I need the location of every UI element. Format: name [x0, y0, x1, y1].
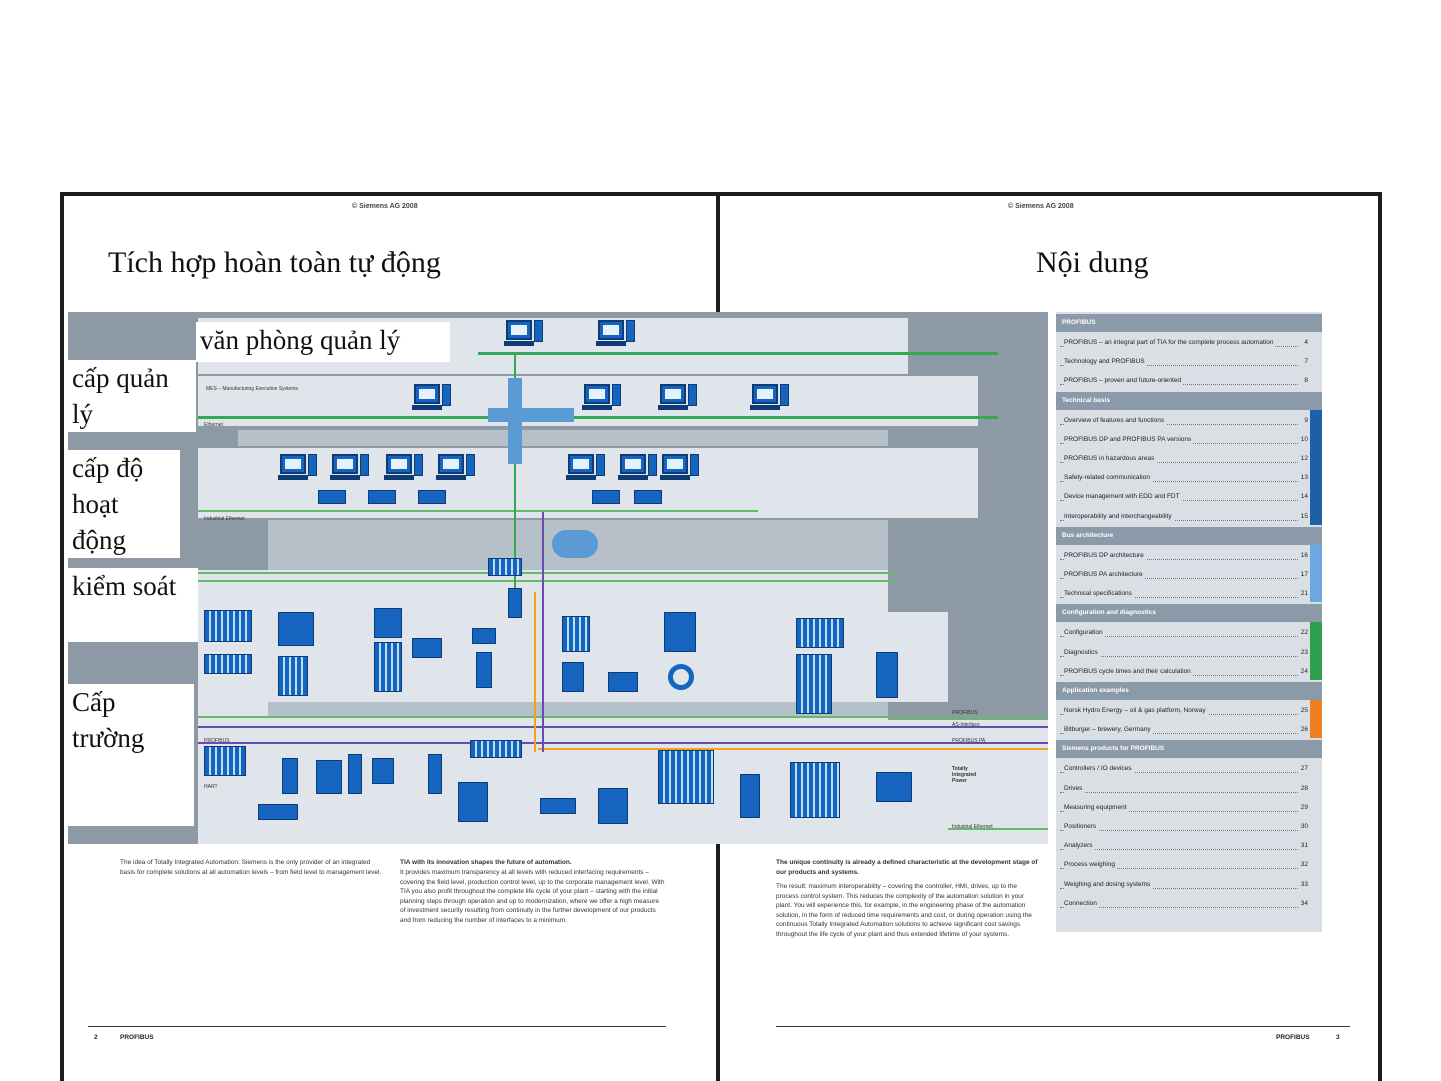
robot-arm-icon — [476, 652, 492, 688]
toc-entry-title: Diagnostics — [1064, 644, 1100, 662]
sensor-icon — [282, 758, 298, 794]
toc-entry-page: 22 — [1299, 624, 1308, 642]
left-footer-rule — [88, 1026, 666, 1027]
left-copyright: © Siemens AG 2008 — [352, 203, 418, 210]
toc-leader-dots — [1060, 792, 1298, 793]
orange-network — [538, 748, 1048, 750]
mes-pc-icon — [584, 384, 620, 414]
toc-entry-title: Norsk Hydro Energy – oil & gas platform, Norway — [1064, 702, 1208, 720]
toc-entry-page: 27 — [1299, 760, 1308, 778]
hart-label: HART — [204, 784, 218, 790]
right-copyright: © Siemens AG 2008 — [1008, 203, 1074, 210]
toc-entry[interactable] — [1060, 837, 1308, 855]
toc-entry-title: PROFIBUS in hazardous areas — [1064, 450, 1156, 468]
robot-icon — [472, 628, 496, 644]
coupler-icon — [470, 740, 522, 758]
toc-entry-title: Technology and PROFIBUS — [1064, 353, 1147, 371]
io-module-icon — [562, 616, 590, 652]
right-page-number: 3 — [1336, 1034, 1340, 1041]
toc-entry[interactable] — [1060, 353, 1308, 371]
arrow-vertical — [508, 378, 522, 464]
toc-entry-page: 8 — [1302, 372, 1308, 390]
switchgear-icon — [796, 654, 832, 714]
level-management: cấp quản lý — [68, 360, 196, 432]
drive-icon — [508, 588, 522, 618]
toc-section-heading: Siemens products for PROFIBUS — [1056, 740, 1322, 758]
analyzer-icon — [372, 758, 394, 784]
toc-entry-page: 25 — [1299, 702, 1308, 720]
toc-section-heading: PROFIBUS — [1056, 314, 1322, 332]
toc-entry-title: PROFIBUS PA architecture — [1064, 566, 1145, 584]
hmi-icon — [374, 608, 402, 638]
server-icon — [368, 490, 396, 504]
toc-entry-title: PROFIBUS – proven and future-oriented — [1064, 372, 1183, 390]
ups-icon — [796, 618, 844, 648]
switchgear-field-icon — [790, 762, 840, 818]
toc-entry-title: Bitburger – brewery, Germany — [1064, 721, 1153, 739]
ethernet-network — [198, 416, 998, 419]
terminal-icon — [258, 804, 298, 820]
profibus-label: PROFIBUS — [204, 738, 230, 744]
toc-entry[interactable] — [1060, 818, 1308, 836]
toc-section-heading: Configuration and diagnostics — [1056, 604, 1322, 622]
toc-entry-title: Connection — [1064, 895, 1099, 913]
right-footer-title: PROFIBUS — [1276, 1034, 1310, 1041]
operator-station-icon — [568, 454, 604, 484]
toc-entry-page: 15 — [1299, 508, 1308, 526]
left-body-col2-title: TIA with its innovation shapes the future of automation. — [400, 859, 572, 866]
toc-entry-page: 31 — [1299, 837, 1308, 855]
office-pc-icon — [506, 320, 542, 350]
toc-entry[interactable] — [1060, 624, 1308, 642]
toc-entry[interactable] — [1060, 856, 1308, 874]
plc-rack-icon — [204, 654, 252, 674]
toc-entry-title: Interoperability and interchangeability — [1064, 508, 1174, 526]
pa-label: PROFIBUS PA — [952, 738, 986, 744]
mes-pc-icon — [414, 384, 450, 414]
operator-station-icon — [386, 454, 422, 484]
vertical-purple — [542, 512, 544, 752]
profibus-right-label: PROFIBUS — [952, 710, 978, 716]
cabinet-icon — [278, 656, 308, 696]
asi-label: AS-Interface — [952, 722, 980, 728]
vertical-orange — [534, 592, 536, 752]
mes-label: MES – Manufacturing Execution Systems — [206, 386, 298, 392]
toc-entry-title: Analyzers — [1064, 837, 1095, 855]
toc-entry[interactable] — [1060, 566, 1308, 584]
motor-icon — [668, 664, 694, 690]
toc-entry-page: 21 — [1299, 585, 1308, 603]
toc-entry[interactable] — [1060, 431, 1308, 449]
controller-icon — [374, 642, 402, 692]
toc-entry[interactable] — [1060, 702, 1308, 720]
toc-section-color-bar — [1310, 700, 1322, 738]
remote-io-icon — [204, 746, 246, 776]
toc-entry[interactable] — [1060, 412, 1308, 430]
toc-entry-page: 32 — [1299, 856, 1308, 874]
mes-pc-icon — [660, 384, 696, 414]
drive-cabinet-icon — [658, 750, 714, 804]
toc-section-heading: Technical basis — [1056, 392, 1322, 410]
toc-section-color-bar — [1310, 410, 1322, 525]
toc-section-color-bar — [1310, 545, 1322, 603]
server-icon — [418, 490, 446, 504]
drive-unit-icon — [540, 798, 576, 814]
level-office: văn phòng quản lý — [196, 322, 450, 362]
level-operations: cấp độ hoạt động — [68, 450, 180, 558]
toc-entry[interactable] — [1060, 721, 1308, 739]
toc-entry[interactable] — [1060, 372, 1308, 390]
purple-network-1 — [198, 726, 1048, 728]
arrow-horizontal — [488, 408, 574, 422]
toc-entry-title: Controllers / IO devices — [1064, 760, 1134, 778]
toc-entry[interactable] — [1060, 585, 1308, 603]
toc-entry-page: 17 — [1299, 566, 1308, 584]
toc-entry-title: Drives — [1064, 780, 1084, 798]
transmitter-icon — [348, 754, 362, 794]
operations-network — [198, 510, 758, 512]
operator-station-icon — [332, 454, 368, 484]
toc-entry-title: PROFIBUS – an integral part of TIA for the complete process automation — [1064, 334, 1275, 352]
toc-entry-page: 26 — [1299, 721, 1308, 739]
toc-entry-title: PROFIBUS cycle times and their calculation — [1064, 663, 1193, 681]
left-page-number: 2 — [94, 1034, 98, 1041]
toc-entry-page: 10 — [1299, 431, 1308, 449]
server-icon — [634, 490, 662, 504]
left-body-col1: The idea of Totally Integrated Automation: Siemens is the only provider of an integrated basis for complete solutions at all automation levels – from field level to management level. — [120, 859, 382, 876]
toc-section-heading: Application examples — [1056, 682, 1322, 700]
right-body: The result: maximum interoperability – covering the controller, HMI, drives, up to the process control system. This reduces the complexity of the automation solution in your plant. You will experience this, for example, in the engineering phase of the automation solution, in the form of reduced time requirements and cost, or during operation using the continuous Totally Integrated Automation solutions to achieve significant cost savings throughout the life cycle of your plant and thus extended lifetime of your systems. — [776, 883, 1032, 938]
power-icon — [876, 652, 898, 698]
toc-entry-title: Overview of features and functions — [1064, 412, 1166, 430]
toc-entry-page: 7 — [1302, 353, 1308, 371]
toc-entry-title: Device management with EDD and FDT — [1064, 488, 1182, 506]
control-network-1 — [198, 572, 898, 574]
toc-entry-page: 16 — [1299, 547, 1308, 565]
control-network-2 — [198, 580, 898, 582]
toc-leader-dots — [1060, 849, 1298, 850]
toc-entry[interactable] — [1060, 799, 1308, 817]
server-icon — [318, 490, 346, 504]
display-icon — [664, 612, 696, 652]
toc-entry[interactable] — [1060, 895, 1308, 913]
server-icon — [592, 490, 620, 504]
router-icon — [608, 672, 638, 692]
ethernet-label-2: Ethernet — [204, 422, 223, 428]
flowmeter-icon — [428, 754, 442, 794]
right-page-title: Nội dung — [1036, 246, 1149, 279]
io-module-icon — [562, 662, 584, 692]
module-icon — [412, 638, 442, 658]
toc-entry-title: PROFIBUS DP architecture — [1064, 547, 1146, 565]
motor-starter-icon — [740, 774, 760, 818]
toc-entry-page: 4 — [1302, 334, 1308, 352]
toc-entry[interactable] — [1060, 488, 1308, 506]
weighing-icon — [598, 788, 628, 824]
toc-entry[interactable] — [1060, 644, 1308, 662]
left-body-col2: It provides maximum transparency at all levels with reduced interfacing requirements – covering the field level, production control level, up to the corporate management level. With TIA you also profit throughout the complete life cycle of your plant – starting with the initial planning steps through operation and up to modernization, where we offer a high measure of investment security resulting from continuity in the further development of our products and from reducing the number of interfaces to a minimum. — [400, 869, 665, 924]
left-footer-title: PROFIBUS — [120, 1034, 154, 1041]
toc-entry-page: 30 — [1299, 818, 1308, 836]
toc-entry-title: Technical specifications — [1064, 585, 1134, 603]
right-footer-rule — [776, 1026, 1350, 1027]
toc-entry-page: 24 — [1299, 663, 1308, 681]
office-pc-icon — [598, 320, 634, 350]
toc-entry-page: 29 — [1299, 799, 1308, 817]
industrial-ethernet-label: Industrial Ethernet — [204, 516, 245, 522]
toc-entry[interactable] — [1060, 334, 1308, 352]
office-network — [478, 352, 998, 355]
level-field: Cấp trường — [68, 684, 194, 826]
level-control: kiểm soát — [68, 568, 198, 642]
mes-pc-icon — [752, 384, 788, 414]
toc-entry-title: Process weighing — [1064, 856, 1117, 874]
toc-entry-page: 13 — [1299, 469, 1308, 487]
toc-entry[interactable] — [1060, 508, 1308, 526]
toc-entry-title: Safety-related communication — [1064, 469, 1152, 487]
plc-rack-icon — [204, 610, 252, 642]
left-page-title: Tích hợp hoàn toàn tự động — [108, 246, 441, 279]
toc-entry-title: Measuring equipment — [1064, 799, 1129, 817]
gateway-icon — [488, 558, 522, 576]
bottom-ethernet-label: Industrial Ethernet — [952, 824, 993, 830]
toc-entry-title: PROFIBUS DP and PROFIBUS PA versions — [1064, 431, 1193, 449]
tip-label: Totally Integrated Power — [952, 766, 977, 784]
toc-section-color-bar — [1310, 622, 1322, 680]
panel-icon — [278, 612, 314, 646]
operator-station-icon — [280, 454, 316, 484]
toc-entry[interactable] — [1060, 663, 1308, 681]
toc-entry-page: 12 — [1299, 450, 1308, 468]
toc-entry-title: Positioners — [1064, 818, 1098, 836]
purple-network-2 — [198, 742, 1048, 744]
scale-icon — [458, 782, 488, 822]
toc-entry[interactable] — [1060, 450, 1308, 468]
toc-entry-page: 33 — [1299, 876, 1308, 894]
breaker-icon — [876, 772, 912, 802]
toc-entry-page: 14 — [1299, 488, 1308, 506]
operator-station-icon — [438, 454, 474, 484]
toc-entry[interactable] — [1060, 780, 1308, 798]
automation-diagram — [68, 312, 1048, 844]
toc-section-heading: Bus architecture — [1056, 527, 1322, 545]
toc-entry[interactable] — [1060, 760, 1308, 778]
field-bar — [268, 702, 888, 716]
profibus-network — [198, 716, 1048, 718]
mes-bar — [238, 430, 888, 446]
toc-entry-page: 28 — [1299, 780, 1308, 798]
toc-entry[interactable] — [1060, 547, 1308, 565]
toc-entry-page: 34 — [1299, 895, 1308, 913]
operator-station-icon — [620, 454, 656, 484]
toc-entry-page: 23 — [1299, 644, 1308, 662]
right-body-title: The unique continuity is already a defined characteristic at the development stage of our products and systems. — [776, 859, 1038, 876]
toc-entry-title: Configuration — [1064, 624, 1105, 642]
toc-entry[interactable] — [1060, 876, 1308, 894]
toc-entry-page: 9 — [1302, 412, 1308, 430]
valve-icon — [316, 760, 342, 794]
toc-entry-title: Weighing and dosing systems — [1064, 876, 1152, 894]
table-of-contents — [1056, 312, 1322, 932]
operator-station-icon — [662, 454, 698, 484]
network-hub-icon — [552, 530, 598, 558]
toc-entry[interactable] — [1060, 469, 1308, 487]
